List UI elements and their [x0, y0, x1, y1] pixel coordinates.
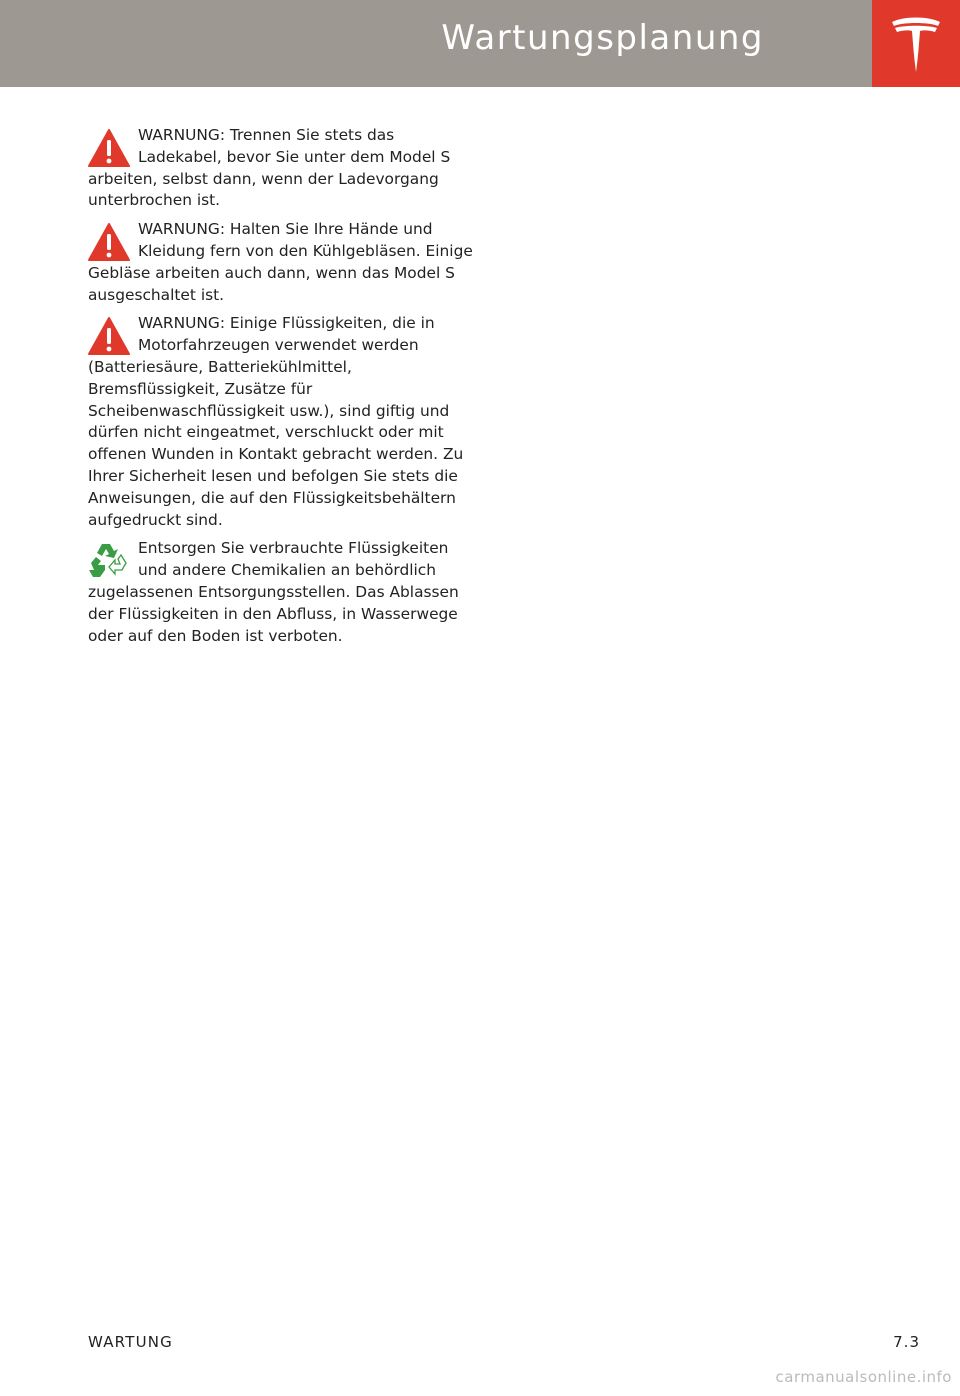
warning-note: [88, 313, 480, 531]
watermark: carmanualsonline.info: [775, 1368, 952, 1386]
tesla-t-logo-icon: [890, 14, 942, 74]
warning-note-text: WARNUNG: Halten Sie Ihre Hände und Kleidung fern von den Kühlgebläsen. Einige Gebläse arbeiten auch dann, wenn das Model S ausgeschaltet ist.: [88, 220, 473, 304]
footer-section-label: WARTUNG: [88, 1333, 173, 1351]
logo-box: [872, 0, 960, 87]
notes-list: [88, 125, 480, 654]
warning-note: [88, 219, 480, 306]
warning-note-text: WARNUNG: Trennen Sie stets das Ladekabel, bevor Sie unter dem Model S arbeiten, selbst dann, wenn der Ladevorgang unterbrochen ist.: [88, 126, 451, 210]
environment-note: [88, 538, 480, 647]
warning-note-text: WARNUNG: Einige Flüssigkeiten, die in Motorfahrzeugen verwendet werden (Batteriesäure, Batteriekühlmittel, Bremsflüssigkeit, Zusätze für Scheibenwaschflüssigkeit usw.), sind giftig und dürfen nicht eingeatmet, verschluckt oder mit offenen Wunden in Kontakt gebracht werden. Zu Ihrer Sicherheit lesen und befolgen Sie stets die Anweisungen, die auf den Flüssigkeitsbehältern aufgedruckt sind.: [88, 314, 464, 529]
warning-note: [88, 125, 480, 212]
recycle-icon: [88, 541, 130, 581]
warning-triangle-icon: [88, 222, 130, 262]
warning-triangle-icon: [88, 316, 130, 356]
warning-triangle-icon: [88, 128, 130, 168]
page-number: 7.3: [893, 1333, 920, 1351]
page-title: Wartungsplanung: [441, 18, 764, 58]
environment-note-text: Entsorgen Sie verbrauchte Flüssigkeiten und andere Chemikalien an behördlich zugelassenen Entsorgungsstellen. Das Ablassen der Flüssigkeiten in den Abfluss, in Wasserwege oder auf den Boden ist verboten.: [88, 539, 459, 645]
header-bar: [0, 0, 872, 87]
